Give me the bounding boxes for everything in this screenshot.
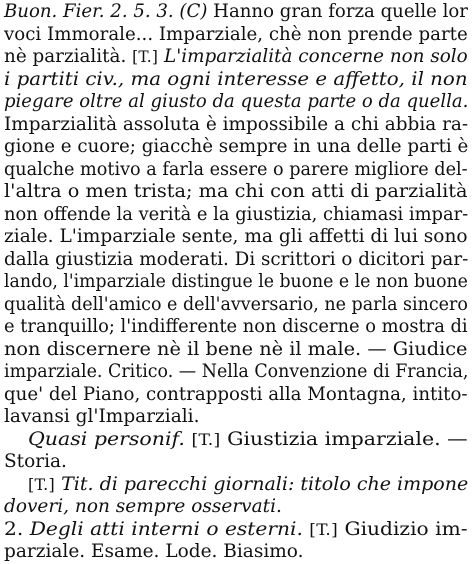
text-line: [4, 406, 199, 429]
text-line: [4, 496, 282, 519]
text-line: [4, 294, 468, 317]
text-line: [4, 91, 468, 114]
text-line: [4, 339, 467, 362]
text-line: [4, 271, 468, 294]
text-segment: Hanno gran forza quelle lor: [207, 1, 468, 22]
italic-text: piegare oltre al giusto da questa parte o da quella.: [4, 91, 469, 112]
italic-text: i partiti civ., ma ogni interesse e affetto, il non: [4, 68, 468, 90]
text-segment: non discernere nè il bene nè il male. — Giudice: [4, 338, 468, 360]
text-segment: 2.: [4, 518, 30, 540]
text-line: [4, 384, 468, 407]
text-line: [4, 136, 468, 159]
text-line: [4, 361, 468, 384]
text-segment: qualche motivo a farla essere o parere migliore del-: [4, 158, 468, 180]
text-segment: lavansi gl'Imparziali.: [4, 406, 200, 427]
source-tag: [T.]: [191, 430, 221, 449]
source-tag: [T.]: [309, 520, 339, 539]
source-tag: [T.]: [132, 48, 159, 66]
text-segment: dalla giustizia moderati. Di scrittori o dicitori par-: [4, 248, 469, 270]
text-segment: ziale. L'imparziale sente, ma gli affetti di lui sono: [4, 226, 468, 247]
text-line: [28, 429, 468, 452]
text-segment: imparziale. Critico. — Nella Convenzione di Francia,: [4, 361, 469, 382]
text-segment: e tranquillo; l'indifferente non discerne o mostra di: [4, 316, 468, 337]
text-line: [28, 474, 468, 497]
italic-text: Tit. di parecchi giornali: titolo che impone: [55, 473, 469, 495]
text-segment: gione e cuore; giacchè sempre in una delle parti è: [4, 136, 469, 157]
text-segment: qualità dell'amico e dell'avversario, ne parla sincero: [4, 293, 468, 315]
italic-text: (C): [179, 1, 208, 22]
italic-text: Buon. Fier. 2. 5. 3.: [4, 1, 180, 22]
text-line: [4, 316, 468, 339]
text-line: [4, 24, 468, 47]
text-line: [4, 226, 468, 249]
text-line: [4, 46, 468, 69]
text-line: [4, 181, 468, 204]
text-segment: nè parzialità.: [4, 46, 133, 67]
text-segment: parziale. Esame. Lode. Biasimo.: [4, 541, 304, 562]
text-line: [4, 159, 468, 182]
text-line: [4, 114, 468, 137]
text-line: [4, 519, 468, 542]
italic-text: Quasi personif.: [28, 428, 185, 450]
text-segment: voci Immorale... Imparziale, chè non prende parte: [4, 23, 468, 45]
text-segment: lando, l'imparziale distingue le buone e le non buone: [4, 271, 468, 292]
text-segment: Giudizio im-: [338, 518, 468, 540]
italic-text: L'imparzialità concerne non solo: [158, 46, 468, 67]
text-segment: l'altra o men trista; ma chi con atti di parzialità: [4, 181, 468, 202]
text-line: [4, 451, 67, 474]
text-line: [4, 69, 468, 92]
text-line: [4, 1, 468, 24]
italic-text: doveri, non sempre osservati.: [4, 496, 282, 517]
text-segment: Giustizia imparziale. —: [220, 428, 468, 450]
text-segment: non offende la verità e la giustizia, chiamasi impar-: [4, 203, 469, 225]
text-segment: que' del Piano, contrapposti alla Montagna, intito-: [4, 383, 468, 405]
text-segment: Storia.: [4, 451, 67, 472]
text-line: [4, 541, 303, 564]
text-line: [4, 204, 468, 227]
italic-text: Degli atti interni o esterni.: [29, 518, 303, 540]
text-segment: Imparzialità assoluta è impossibile a chi abbia ra-: [4, 113, 469, 135]
source-tag: [T.]: [28, 475, 56, 494]
text-line: [4, 249, 468, 272]
